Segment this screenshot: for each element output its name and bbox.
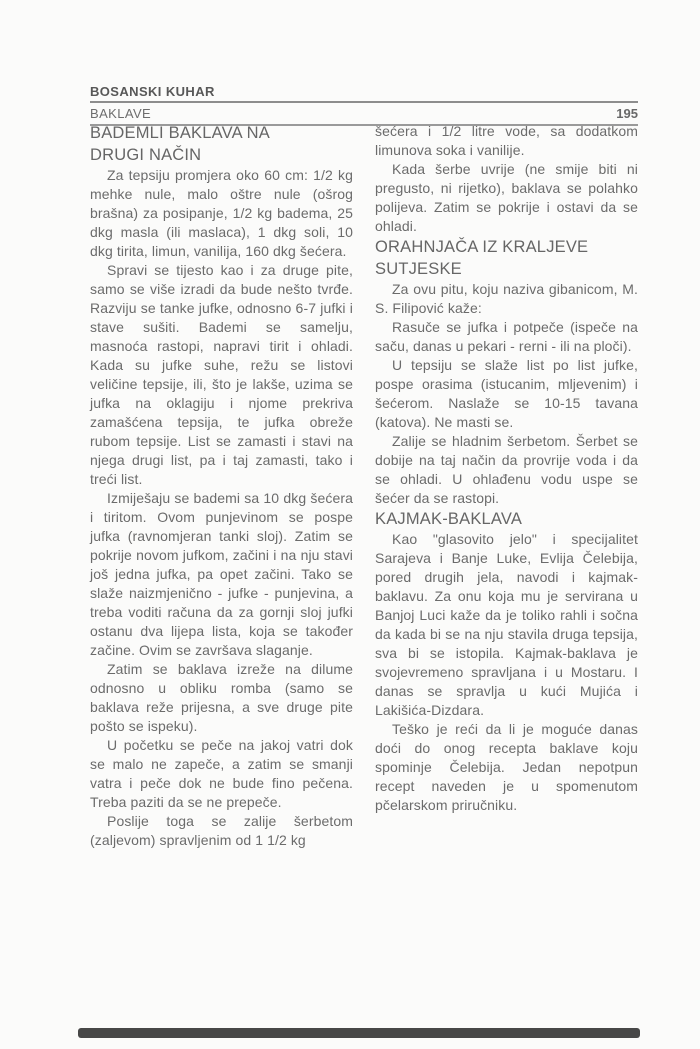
- paragraph: Za ovu pitu, koju naziva gibanicom, M. S. Filipović kaže:: [375, 281, 638, 316]
- recipe-heading-kajmak-baklava: KAJMAK-BAKLAVA: [375, 510, 523, 528]
- paragraph: U početku se peče na jakoj vatri dok se malo ne zapeče, a zatim se smanji vatra i peče dok ne bude fino pečena. Treba paziti da se ne prepeče.: [90, 737, 353, 810]
- paragraph: Teško je reći da li je moguće danas doći do onog recepta baklave koju spominje Čelebija. Jedan nepotpun recept naveden je u spomenutom pčelarskom priručniku.: [375, 721, 638, 813]
- right-column: [375, 122, 638, 850]
- paragraph: Kada šerbe uvrije (ne smije biti ni pregusto, ni rijetko), baklava se polahko polijeva. Zatim se pokrije i ostavi da se ohladi.: [375, 161, 638, 234]
- paragraph: Spravi se tijesto kao i za druge pite, samo se više izradi da bude nešto tvrđe. Razviju se tanke jufke, odnosno 6-7 jufki i stave sušiti. Bademi se samelju, masnoća rastopi, napravi tirit i ohladi. Kada su jufke suhe, režu se listovi veličine tepsije, ili, što je lakše, uzima se jufka na oklagiju i njome prekriva zamašćena tepsija, te jufka obreže rubom tepsije. List se zamasti i stavi na njega drugi list, pa i taj zamasti, tako i treći list.: [90, 262, 353, 487]
- paragraph: Zatim se baklava izreže na dilume odnosno u obliku romba (samo se baklava reže prijesna, a sve druge pite pošto se ispeku).: [90, 661, 353, 734]
- scan-artifact-bar: [78, 1028, 640, 1038]
- chapter-title: BAKLAVE: [90, 106, 152, 121]
- paragraph: Kao "glasovito jelo" i specijalitet Sarajeva i Banje Luke, Evlija Čelebija, pored drugih jela, navodi i kajmak-baklavu. Za onu koja mu je servirana u Banjoj Luci kaže da je toliko rahli i sočna da kada bi se na nju stavila druga tepsija, sva bi se istopila. Kajmak-baklava je svojevremeno spravljana i u Mostaru. I danas se spravlja u kući Mujića i Lakišića-Dizdara.: [375, 531, 638, 718]
- paragraph: Rasuče se jufka i potpeče (ispeče na saču, danas u pekari - rerni - ili na ploči).: [375, 319, 638, 354]
- text-columns: [90, 122, 638, 850]
- left-column: [90, 122, 353, 850]
- paragraph-continuation: šećera i 1/2 litre vode, sa dodatkom limunova soka i vanilije.: [375, 123, 638, 158]
- recipe-heading-bademli-baklava: BADEMLI BAKLAVA NA DRUGI NAČIN: [90, 124, 270, 164]
- paragraph: Za tepsiju promjera oko 60 cm: 1/2 kg mehke nule, malo oštre nule (ošrog brašna) za posipanje, 1/2 kg badema, 25 dkg masla (ili maslaca), 1 dkg soli, 10 dkg tirita, limun, vanilija, 160 dkg šećera.: [90, 167, 353, 259]
- paragraph: U tepsiju se slaže list po list jufke, pospe orasima (istucanim, mljevenim) i šećerom. Naslaže se 10-15 tavana (katova). Ne masti se.: [375, 357, 638, 430]
- book-title: BOSANSKI KUHAR: [90, 84, 638, 103]
- paragraph: Zalije se hladnim šerbetom. Šerbet se dobije na taj način da provrije voda i da se ohladi. U ohlađenu vodu uspe se šećer da se rastopi.: [375, 433, 638, 506]
- paragraph: Poslije toga se zalije šerbetom (zaljevom) spravljenim od 1 1/2 kg: [90, 813, 353, 848]
- page-header: [90, 84, 638, 126]
- recipe-heading-orahnjaca: ORAHNJAČA IZ KRALJEVE SUTJESKE: [375, 238, 589, 278]
- paragraph: Izmiješaju se bademi sa 10 dkg šećera i tiritom. Ovom punjevinom se pospe jufka (ravnomjeran tanki sloj). Zatim se pokrije novom jufkom, začini i na nju stavi još jedna jufka, pa opet začini. Tako se slaže naizmjenično - jufke - punjevina, a treba voditi računa da za gornji sloj jufki ostanu dva lijepa lista, koja se također začine. Ovim se završava slaganje.: [90, 490, 353, 658]
- page-number: 195: [616, 106, 638, 121]
